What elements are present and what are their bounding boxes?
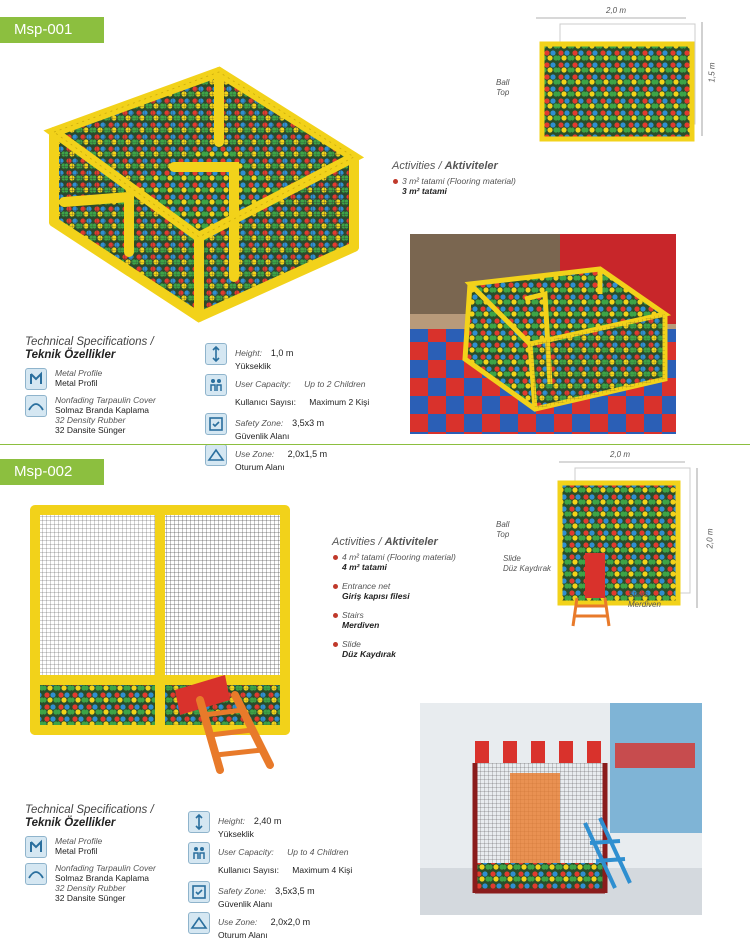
- dimension-width-msp001: 2,0 m: [606, 6, 627, 15]
- activities-msp002: [332, 536, 532, 659]
- activity-item: Stairs Merdiven: [332, 610, 532, 630]
- activity-item: Entrance net Giriş kapısı filesi: [332, 581, 532, 601]
- stairs-label-msp002: Stairs Merdiven: [628, 590, 661, 609]
- specs-title: Technical Specifications / Teknik Özellikler: [25, 804, 154, 829]
- spec-row-height: Height: 2,40 m Yükseklik: [188, 811, 413, 839]
- material-row: Metal Profile Metal Profil: [25, 836, 210, 860]
- metal-profile-icon: [25, 368, 47, 390]
- bullet-icon: [333, 642, 338, 647]
- spec-row-use-zone: Use Zone: 2,0x2,0 m Oturum Alanı: [188, 912, 413, 940]
- ball-pool-illustration-msp002: [30, 500, 300, 800]
- material-row: Nonfading Tarpaulin Cover Solmaz Branda Kaplama 32 Density Rubber 32 Dansite Sünger: [25, 863, 210, 903]
- spec-row-user-capacity: User Capacity: Up to 2 Children Kullanıcı Sayısı: Maximum 2 Kişi: [205, 374, 415, 410]
- use-zone-icon: [205, 444, 227, 466]
- dimension-width-msp002: 2,0 m: [610, 450, 631, 459]
- dimension-specs-msp002: [188, 808, 413, 940]
- user-capacity-icon: [205, 374, 227, 396]
- bullet-icon: [393, 179, 398, 184]
- dimension-specs-msp001: [205, 340, 415, 472]
- bullet-icon: [333, 555, 338, 560]
- product-photo-msp002: [420, 703, 702, 915]
- height-icon: [205, 343, 227, 365]
- activities-msp001: [392, 160, 592, 196]
- activities-title: Activities / Aktiviteler: [392, 160, 498, 172]
- top-view-diagram-msp001: [530, 14, 720, 144]
- tarpaulin-icon: [25, 395, 47, 417]
- ball-label-msp001: Ball Top: [496, 78, 510, 97]
- ball-label-msp002: Ball Top: [496, 520, 510, 539]
- specs-title: Technical Specifications / Teknik Özellikler: [25, 336, 154, 361]
- activity-item: 3 m² tatami (Flooring material) 3 m² tatami: [392, 176, 592, 196]
- spec-row-safety-zone: Safety Zone: 3,5x3,5 m Güvenlik Alanı: [188, 881, 413, 909]
- activity-item: Slide Düz Kaydırak: [332, 639, 532, 659]
- user-capacity-icon: [188, 842, 210, 864]
- product-tag-msp002: Msp-002: [0, 459, 104, 485]
- spec-row-use-zone: Use Zone: 2,0x1,5 m Oturum Alanı: [205, 444, 415, 472]
- activities-title: Activities / Aktiviteler: [332, 536, 438, 548]
- technical-specs-msp002: [25, 804, 210, 903]
- safety-zone-icon: [205, 413, 227, 435]
- material-row: Metal Profile Metal Profil: [25, 368, 205, 392]
- dimension-depth-msp001: 1,5 m: [707, 62, 717, 83]
- height-icon: [188, 811, 210, 833]
- bullet-icon: [333, 584, 338, 589]
- activity-item: 4 m² tatami (Flooring material) 4 m² tatami: [332, 552, 532, 572]
- spec-row-user-capacity: User Capacity: Up to 4 Children Kullanıcı Sayısı: Maximum 4 Kişi: [188, 842, 413, 878]
- material-row: Nonfading Tarpaulin Cover Solmaz Branda Kaplama 32 Density Rubber 32 Dansite Sünger: [25, 395, 205, 435]
- slide-label-msp002: Slide Düz Kaydırak: [503, 554, 552, 573]
- product-tag-msp001: Msp-001: [0, 17, 104, 43]
- metal-profile-icon: [25, 836, 47, 858]
- section-divider: [0, 444, 750, 445]
- dimension-depth-msp002: 2,0 m: [705, 528, 715, 549]
- safety-zone-icon: [188, 881, 210, 903]
- ball-pool-illustration-msp001: [24, 62, 364, 332]
- bullet-icon: [333, 613, 338, 618]
- technical-specs-msp001: [25, 336, 205, 435]
- product-photo-msp001: [410, 234, 676, 434]
- use-zone-icon: [188, 912, 210, 934]
- tarpaulin-icon: [25, 863, 47, 885]
- spec-row-height: Height: 1,0 m Yükseklik: [205, 343, 415, 371]
- spec-row-safety-zone: Safety Zone: 3,5x3 m Güvenlik Alanı: [205, 413, 415, 441]
